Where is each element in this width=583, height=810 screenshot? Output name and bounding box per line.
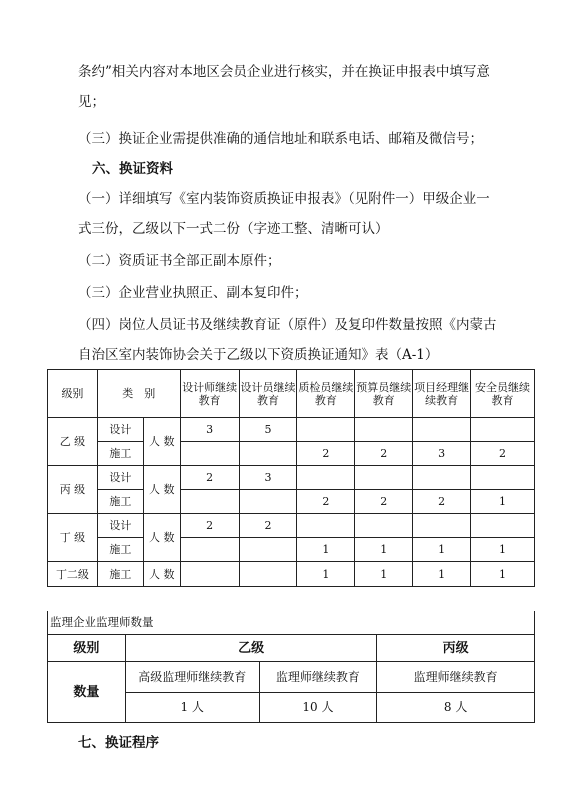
value-cell <box>297 466 355 490</box>
value-cell: 2 <box>355 490 413 514</box>
paragraph-line: （一）详细填写《室内装饰资质换证申报表》（见附件一）甲级企业一 <box>78 191 490 207</box>
count-label: 人 数 <box>143 466 180 514</box>
header-quality-inspector: 质检员继续教育 <box>297 370 355 418</box>
value-cell <box>355 466 413 490</box>
value-cell: 2 <box>471 442 535 466</box>
table-row <box>48 562 535 587</box>
sub-header-senior-supervisor: 高级监理师继续教育 <box>125 662 259 693</box>
level-cell: 乙 级 <box>48 418 98 466</box>
value-cell: 1 <box>413 538 471 562</box>
value-cell <box>239 490 297 514</box>
level-cell: 丙 级 <box>48 466 98 514</box>
paragraph-line: （二）资质证书全部正副本原件； <box>78 253 281 269</box>
header-level: 级别 <box>48 635 126 662</box>
type-cell: 设计 <box>97 514 143 538</box>
header-project-manager: 项目经理继续教育 <box>413 370 471 418</box>
value-cell: 2 <box>180 514 239 538</box>
value-cell <box>239 562 297 587</box>
header-yi-level: 乙级 <box>125 635 376 662</box>
value-cell: 1 <box>355 538 413 562</box>
value-cell: 5 <box>239 418 297 442</box>
header-bing-level: 丙级 <box>377 635 535 662</box>
header-level: 级别 <box>48 370 98 418</box>
row-label-quantity: 数量 <box>48 662 126 723</box>
table-row <box>48 442 535 466</box>
level-cell: 丁二级 <box>48 562 98 587</box>
section-heading-6: 六、换证资料 <box>92 161 173 177</box>
value-cell <box>471 514 535 538</box>
section-heading-7: 七、换证程序 <box>78 735 159 751</box>
type-cell: 设计 <box>97 466 143 490</box>
value-cell: 2 <box>239 514 297 538</box>
count-label: 人 数 <box>143 418 180 466</box>
value-cell: 2 <box>180 466 239 490</box>
type-cell: 施工 <box>97 538 143 562</box>
value-cell: 1 <box>471 562 535 587</box>
value-cell <box>239 538 297 562</box>
count-label: 人 数 <box>143 562 180 587</box>
value-cell: 1 <box>297 562 355 587</box>
type-cell: 设计 <box>97 418 143 442</box>
value-cell <box>471 466 535 490</box>
header-designer-master: 设计师继续教育 <box>180 370 239 418</box>
header-budget: 预算员继续教育 <box>355 370 413 418</box>
value-cell: 1 <box>355 562 413 587</box>
value-cell: 3 <box>180 418 239 442</box>
value-cell: 1 <box>297 538 355 562</box>
paragraph-line: （三）换证企业需提供准确的通信地址和联系电话、邮箱及微信号； <box>78 131 483 147</box>
value-cell <box>180 562 239 587</box>
type-cell: 施工 <box>97 442 143 466</box>
value-cell: 2 <box>355 442 413 466</box>
value-cell <box>180 490 239 514</box>
header-safety: 安全员继续教育 <box>471 370 535 418</box>
sub-header-supervisor: 监理师继续教育 <box>259 662 377 693</box>
table-row <box>48 538 535 562</box>
value-cell <box>297 514 355 538</box>
value-cell: 1 <box>413 562 471 587</box>
table-row <box>48 418 535 442</box>
type-cell: 施工 <box>97 562 143 587</box>
table-row <box>48 514 535 538</box>
value-cell: 1 人 <box>125 693 259 723</box>
personnel-table <box>47 369 535 587</box>
value-cell: 2 <box>413 490 471 514</box>
value-cell <box>413 466 471 490</box>
paragraph-line: （四）岗位人员证书及继续教育证（原件）及复印件数量按照《内蒙古 <box>78 317 497 333</box>
value-cell <box>355 514 413 538</box>
table-row <box>48 466 535 490</box>
count-label: 人 数 <box>143 514 180 562</box>
value-cell <box>297 418 355 442</box>
header-designer: 设计员继续教育 <box>239 370 297 418</box>
level-cell: 丁 级 <box>48 514 98 562</box>
sub-header-supervisor: 监理师继续教育 <box>377 662 535 693</box>
type-cell: 施工 <box>97 490 143 514</box>
table-row <box>48 490 535 514</box>
paragraph-line: 见； <box>78 94 105 110</box>
header-category: 类 别 <box>97 370 180 418</box>
value-cell <box>180 442 239 466</box>
paragraph-line: （三）企业营业执照正、副本复印件； <box>78 285 308 301</box>
value-cell: 1 <box>471 490 535 514</box>
supervisor-note: 监理企业监理师数量 <box>47 611 535 634</box>
paragraph-line: 自治区室内装饰协会关于乙级以下资质换证通知》表（A-1） <box>78 347 439 363</box>
value-cell <box>413 514 471 538</box>
value-cell <box>355 418 413 442</box>
paragraph-line: 式三份，乙级以下一式二份（字迹工整、清晰可认） <box>78 221 389 237</box>
value-cell: 2 <box>297 442 355 466</box>
value-cell <box>413 418 471 442</box>
value-cell: 10 人 <box>259 693 377 723</box>
value-cell <box>180 538 239 562</box>
value-cell <box>239 442 297 466</box>
value-cell: 2 <box>297 490 355 514</box>
value-cell: 3 <box>413 442 471 466</box>
paragraph-line: 条约”相关内容对本地区会员企业进行核实，并在换证申报表中填写意 <box>78 64 490 80</box>
supervisor-table <box>47 634 535 723</box>
value-cell: 8 人 <box>377 693 535 723</box>
value-cell <box>471 418 535 442</box>
value-cell: 1 <box>471 538 535 562</box>
value-cell: 3 <box>239 466 297 490</box>
